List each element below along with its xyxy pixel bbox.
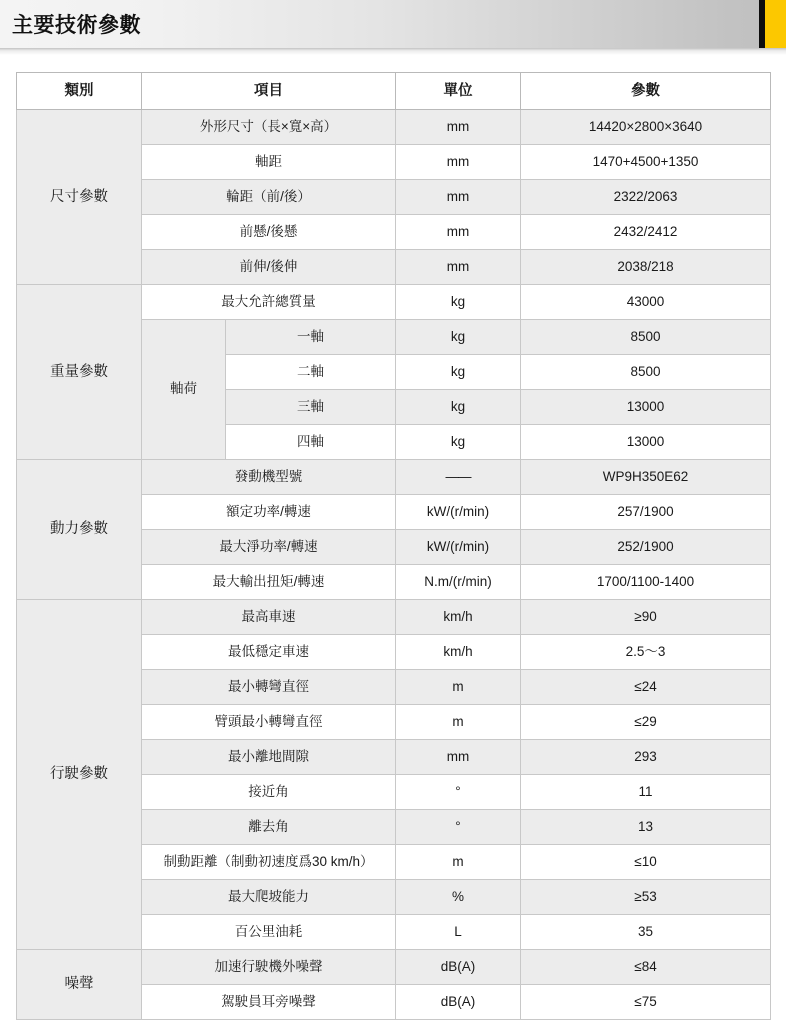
table-row [17, 600, 771, 635]
technical-spec-table [16, 72, 771, 1020]
category-cell: 噪聲 [17, 950, 142, 1020]
unit-cell: ° [396, 775, 521, 810]
table-row [17, 285, 771, 320]
column-header-category: 類別 [17, 73, 142, 110]
value-cell: ≤10 [521, 845, 771, 880]
item-cell: 發動機型號 [142, 460, 396, 495]
unit-cell: m [396, 670, 521, 705]
value-cell: 1700/1100-1400 [521, 565, 771, 600]
header-shadow [0, 48, 786, 55]
unit-cell: kg [396, 285, 521, 320]
value-cell: 13000 [521, 390, 771, 425]
value-cell: 35 [521, 915, 771, 950]
unit-cell: mm [396, 110, 521, 145]
item-cell: 最大允許總質量 [142, 285, 396, 320]
item-cell: 四軸 [226, 425, 396, 460]
unit-cell: kW/(r/min) [396, 530, 521, 565]
unit-cell: L [396, 915, 521, 950]
category-cell: 行駛參數 [17, 600, 142, 950]
unit-cell: dB(A) [396, 950, 521, 985]
value-cell: 11 [521, 775, 771, 810]
table-row [17, 950, 771, 985]
subgroup-cell: 軸荷 [142, 320, 226, 460]
value-cell: 2322/2063 [521, 180, 771, 215]
item-cell: 軸距 [142, 145, 396, 180]
item-cell: 一軸 [226, 320, 396, 355]
item-cell: 最低穩定車速 [142, 635, 396, 670]
unit-cell: mm [396, 145, 521, 180]
unit-cell: kg [396, 355, 521, 390]
item-cell: 前伸/後伸 [142, 250, 396, 285]
value-cell: 2038/218 [521, 250, 771, 285]
value-cell: 2.5～3 [521, 635, 771, 670]
value-cell: 8500 [521, 355, 771, 390]
unit-cell: m [396, 705, 521, 740]
item-cell: 駕駛員耳旁噪聲 [142, 985, 396, 1020]
unit-cell: kg [396, 425, 521, 460]
value-cell: 13000 [521, 425, 771, 460]
unit-cell: mm [396, 740, 521, 775]
unit-cell: mm [396, 180, 521, 215]
value-cell: 14420×2800×3640 [521, 110, 771, 145]
item-cell: 離去角 [142, 810, 396, 845]
value-cell: 1470+4500+1350 [521, 145, 771, 180]
item-cell: 臂頭最小轉彎直徑 [142, 705, 396, 740]
item-cell: 制動距離（制動初速度爲30 km/h） [142, 845, 396, 880]
value-cell: ≤84 [521, 950, 771, 985]
value-cell: 13 [521, 810, 771, 845]
table-row [17, 110, 771, 145]
value-cell: WP9H350E62 [521, 460, 771, 495]
unit-cell: mm [396, 250, 521, 285]
item-cell: 接近角 [142, 775, 396, 810]
unit-cell: m [396, 845, 521, 880]
item-cell: 最大淨功率/轉速 [142, 530, 396, 565]
value-cell: 43000 [521, 285, 771, 320]
value-cell: 252/1900 [521, 530, 771, 565]
column-header-item: 項目 [142, 73, 396, 110]
unit-cell: ° [396, 810, 521, 845]
unit-cell: % [396, 880, 521, 915]
item-cell: 輪距（前/後） [142, 180, 396, 215]
column-header-value: 參數 [521, 73, 771, 110]
column-header-unit: 單位 [396, 73, 521, 110]
category-cell: 動力參數 [17, 460, 142, 600]
item-cell: 加速行駛機外噪聲 [142, 950, 396, 985]
value-cell: 257/1900 [521, 495, 771, 530]
table-body [17, 110, 771, 1020]
unit-cell: km/h [396, 635, 521, 670]
item-cell: 三軸 [226, 390, 396, 425]
unit-cell: —— [396, 460, 521, 495]
item-cell: 最高車速 [142, 600, 396, 635]
item-cell: 前懸/後懸 [142, 215, 396, 250]
unit-cell: kW/(r/min) [396, 495, 521, 530]
value-cell: ≤29 [521, 705, 771, 740]
table-row [17, 460, 771, 495]
value-cell: ≥90 [521, 600, 771, 635]
unit-cell: kg [396, 320, 521, 355]
spec-table-container [0, 55, 786, 1020]
unit-cell: km/h [396, 600, 521, 635]
page-header [0, 0, 786, 48]
value-cell: 8500 [521, 320, 771, 355]
unit-cell: mm [396, 215, 521, 250]
item-cell: 額定功率/轉速 [142, 495, 396, 530]
category-cell: 重量參數 [17, 285, 142, 460]
value-cell: 2432/2412 [521, 215, 771, 250]
unit-cell: kg [396, 390, 521, 425]
item-cell: 百公里油耗 [142, 915, 396, 950]
table-header-row [17, 73, 771, 110]
item-cell: 最小離地間隙 [142, 740, 396, 775]
item-cell: 最大爬坡能力 [142, 880, 396, 915]
value-cell: ≤24 [521, 670, 771, 705]
value-cell: 293 [521, 740, 771, 775]
unit-cell: N.m/(r/min) [396, 565, 521, 600]
category-cell: 尺寸參數 [17, 110, 142, 285]
unit-cell: dB(A) [396, 985, 521, 1020]
header-accent-block [765, 0, 786, 48]
item-cell: 最大輸出扭矩/轉速 [142, 565, 396, 600]
value-cell: ≥53 [521, 880, 771, 915]
value-cell: ≤75 [521, 985, 771, 1020]
item-cell: 外形尺寸（長×寬×高） [142, 110, 396, 145]
item-cell: 二軸 [226, 355, 396, 390]
table-head [17, 73, 771, 110]
item-cell: 最小轉彎直徑 [142, 670, 396, 705]
page-title: 主要技術參數 [12, 14, 141, 37]
